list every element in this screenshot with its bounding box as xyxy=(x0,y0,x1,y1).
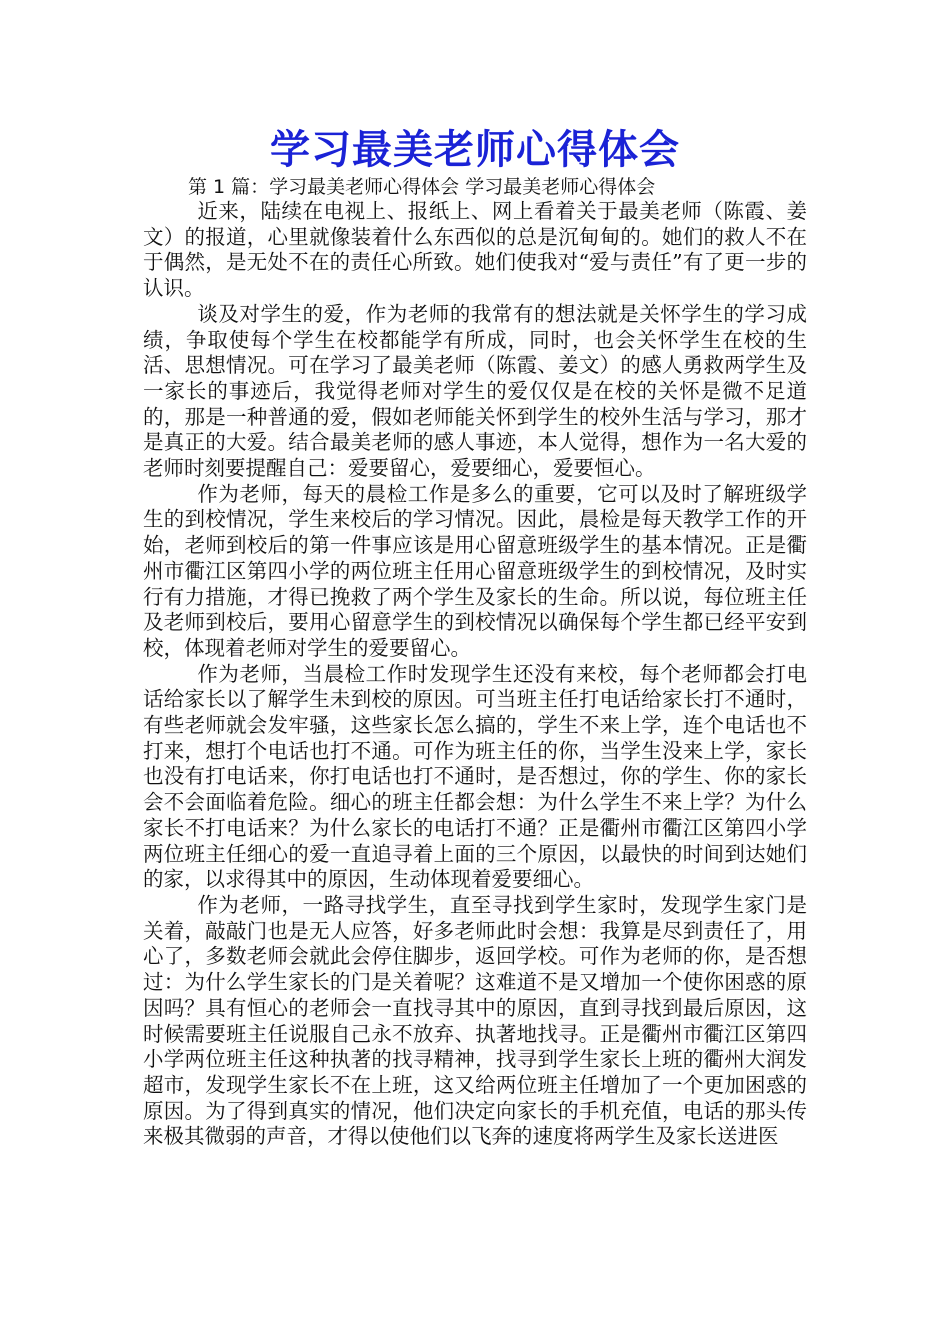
document-title: 学习最美老师心得体会 xyxy=(270,126,680,173)
body-paragraph: 作为老师，当晨检工作时发现学生还没有来校，每个老师都会打电话给家长以了解学生未到校的原因。可当班主任打电话给家长打不通时，有些老师就会发牢骚，这些家长怎么搞的，学生不来上学，连个电话也不打来，想打个电话也打不通。可作为班主任的你，当学生没来上学，家长也没有打电话来，你打电话也打不通时，是否想过，你的学生、你的家长会不会面临着危险。细心的班主任都会想：为什么学生不来上学？为什么家长不打电话来？为什么家长的电话打不通？正是衢州市衢江区第四小学两位班主任细心的爱一直追寻着上面的三个原因，以最快的时间到达她们的家，以求得其中的原因，生动体现着爱要细心。 xyxy=(143,661,807,892)
body-paragraph: 谈及对学生的爱，作为老师的我常有的想法就是关怀学生的学习成绩，争取使每个学生在校都能学有所成，同时，也会关怀学生在校的生活、思想情况。可在学习了最美老师（陈霞、姜文）的感人勇救两学生及一家长的事迹后，我觉得老师对学生的爱仅仅是在校的关怀是微不足道的，那是一种普通的爱，假如老师能关怀到学生的校外生活与学习，那才是真正的大爱。结合最美老师的感人事迹，本人觉得，想作为一名大爱的老师时刻要提醒自己：爱要留心，爱要细心，爱要恒心。 xyxy=(143,301,807,481)
document-subtitle: 第 1 篇：学习最美老师心得体会 学习最美老师心得体会 xyxy=(188,176,656,198)
document-body xyxy=(143,199,807,1150)
body-paragraph: 作为老师，一路寻找学生，直至寻找到学生家时，发现学生家门是关着，敲敲门也是无人应答，好多老师此时会想：我算是尽到责任了，用心了，多数老师会就此会停住脚步，返回学校。可作为老师的你，是否想过：为什么学生家长的门是关着呢？这难道不是又增加一个使你困惑的原因吗？具有恒心的老师会一直找寻其中的原因，直到寻找到最后原因，这时候需要班主任说服自己永不放弃、执著地找寻。正是衢州市衢江区第四小学两位班主任这种执著的找寻精神，找寻到学生家长上班的衢州大润发超市，发现学生家长不在上班，这又给两位班主任增加了一个更加困惑的原因。为了得到真实的情况，他们决定向家长的手机充值，电话的那头传来极其微弱的声音，才得以使他们以飞奔的速度将两学生及家长送进医 xyxy=(143,892,807,1149)
body-paragraph: 作为老师，每天的晨检工作是多么的重要，它可以及时了解班级学生的到校情况，学生来校后的学习情况。因此，晨检是每天教学工作的开始，老师到校后的第一件事应该是用心留意班级学生的基本情况。正是衢州市衢江区第四小学的两位班主任用心留意班级学生的到校情况，及时实行有力措施，才得已挽救了两个学生及家长的生命。所以说，每位班主任及老师到校后，要用心留意学生的到校情况以确保每个学生都已经平安到校，体现着老师对学生的爱要留心。 xyxy=(143,481,807,660)
body-paragraph: 近来，陆续在电视上、报纸上、网上看着关于最美老师（陈霞、姜文）的报道，心里就像装着什么东西似的总是沉甸甸的。她们的救人不在于偶然，是无处不在的责任心所致。她们使我对“爱与责任”有了更一步的认识。 xyxy=(143,199,807,301)
